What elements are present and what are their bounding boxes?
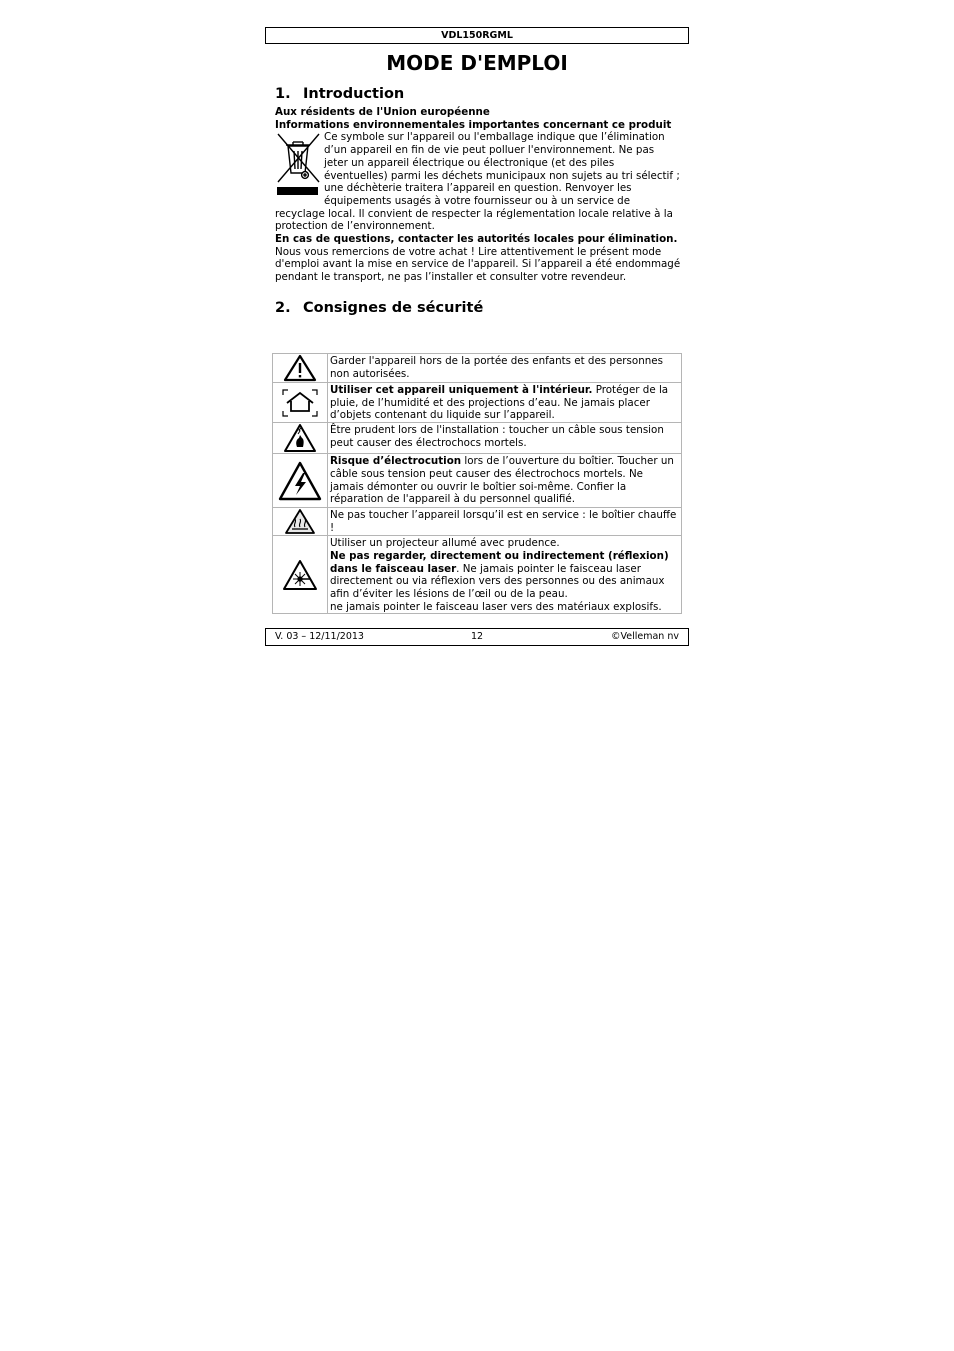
model-header: VDL150RGML xyxy=(265,27,689,44)
weee-block xyxy=(275,131,681,233)
section-heading-introduction xyxy=(275,82,681,106)
safety-row xyxy=(273,454,682,508)
indoor-use-icon xyxy=(281,388,319,418)
safety-row xyxy=(273,423,682,454)
safety-bold-text: Ne pas regarder, directement ou indirectement (réflexion) dans le faisceau laser xyxy=(330,549,669,575)
manual-page xyxy=(265,27,689,642)
section-title: Introduction xyxy=(303,86,405,102)
safety-text: Être prudent lors de l'installation : toucher un câble sous tension peut causer des électrochocs mortels. xyxy=(330,424,664,449)
content xyxy=(265,82,689,320)
eu-heading: Aux résidents de l'Union européenne xyxy=(275,106,490,118)
safety-bold-text: Risque d’électrocution xyxy=(330,455,462,468)
weee-text: Ce symbole sur l'appareil ou l'emballage indique que l’élimination d’un appareil en fin de vie peut polluer l'environnement. Ne pas jeter un appareil électrique ou électronique (et des piles éventuelles) parmi les déchets municipaux non sujets au tri sélectif ; une déchèterie traitera l’appareil en question. Renvoyer les équipements usagés à votre fournisseur ou à un service de recyclage local. Il convient de respecter la réglementation locale relative à la protection de l’environnement. xyxy=(275,131,680,233)
section-number: 2. xyxy=(275,299,291,316)
section-title: Consignes de sécurité xyxy=(303,299,484,316)
version-date: V. 03 – 12/11/2013 xyxy=(275,631,364,642)
laser-warning-icon xyxy=(282,559,318,591)
crossed-bin-icon xyxy=(275,132,321,202)
safety-text: Garder l'appareil hors de la portée des enfants et des personnes non autorisées. xyxy=(330,355,663,380)
questions-note: En cas de questions, contacter les autorités locales pour élimination. xyxy=(275,233,678,246)
hot-surface-icon xyxy=(284,508,316,535)
page-title: MODE D'EMPLOI xyxy=(386,51,568,75)
safety-text: Utiliser un projecteur allumé avec prudence. xyxy=(330,537,560,550)
page-number: 12 xyxy=(470,631,484,642)
safety-text: . Ne jamais pointer le faisceau laser directement ou via réflexion vers des personnes ou des animaux afin d’éviter les lésions de l’œil ou de la peau. xyxy=(330,562,665,600)
safety-text: Protéger de la pluie, de l’humidité et des projections d’eau. Ne jamais placer d’objets contenant du liquide sur l’appareil. xyxy=(330,384,669,422)
section-heading-safety xyxy=(275,296,681,320)
general-warning-icon xyxy=(283,354,317,382)
safety-text: Ne pas toucher l’appareil lorsqu’il est en service : le boîtier chauffe ! xyxy=(330,509,677,534)
safety-text: lors de l’ouverture du boîtier. Toucher un câble sous tension peut causer des électrochocs mortels. Ne jamais démonter ou ouvrir le boîtier soi-même. Confier la réparation de l'appareil à du personnel qualifié. xyxy=(330,455,674,506)
env-heading: Informations environnementales importantes concernant ce produit xyxy=(275,118,672,131)
safety-row xyxy=(273,508,682,536)
safety-row xyxy=(273,536,682,614)
safety-text: ne jamais pointer le faisceau laser vers des matériaux explosifs. xyxy=(330,600,662,613)
safety-row xyxy=(273,354,682,383)
page-footer xyxy=(265,628,689,646)
safety-row xyxy=(273,383,682,423)
copyright: ©Velleman nv xyxy=(611,631,679,642)
safety-bold-text: Utiliser cet appareil uniquement à l'intérieur. xyxy=(330,384,593,396)
thanks-paragraph: Nous vous remercions de votre achat ! Lire attentivement le présent mode d'emploi avant la mise en service de l'appareil. Si l’appareil a été endommagé pendant le transport, ne pas l’installer et consulter votre revendeur. xyxy=(275,245,681,284)
electric-shock-hand-icon xyxy=(283,423,317,453)
section-number: 1. xyxy=(275,86,291,102)
high-voltage-icon xyxy=(278,461,322,501)
safety-table xyxy=(272,353,682,614)
